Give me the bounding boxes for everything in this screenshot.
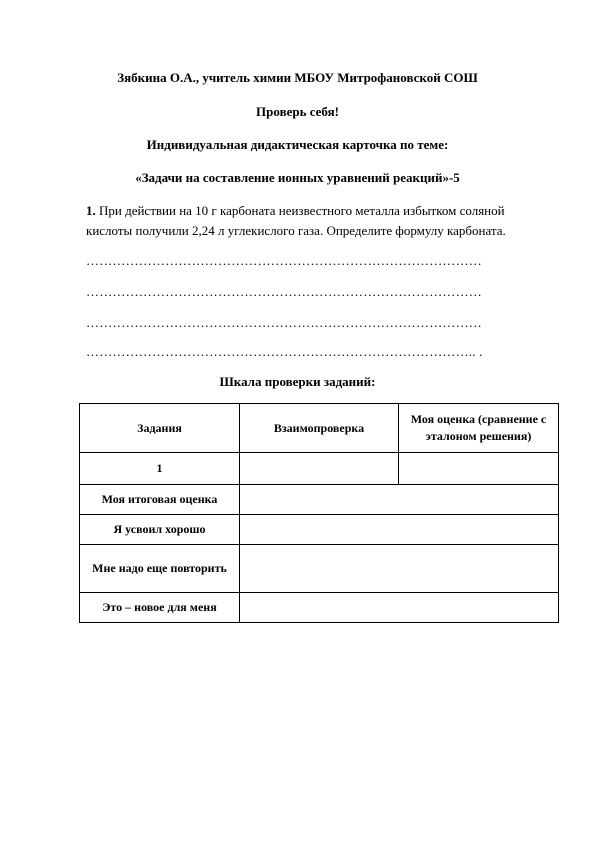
need-repeat-label: Мне надо еще повторить	[80, 545, 240, 593]
scale-title: Шкала проверки заданий:	[219, 374, 376, 389]
my-grade-cell[interactable]	[399, 453, 559, 485]
task-number: 1.	[86, 203, 96, 218]
header-peer-check: Взаимопроверка	[240, 404, 399, 453]
learned-well-label: Я усвоил хорошо	[80, 515, 240, 545]
task-text: При действии на 10 г карбоната неизвестного металла избытком соляной кислоты получили 2,24 л углекислого газа. Определите формулу карбоната.	[86, 203, 506, 238]
assessment-table	[79, 403, 559, 623]
table-row	[80, 593, 559, 623]
check-title: Проверь себя!	[256, 104, 339, 119]
table-row	[80, 453, 559, 485]
answer-line: …………………………………………………………………………….. .	[86, 344, 483, 359]
answer-line: ………………………………………………………………………………	[86, 315, 482, 330]
card-title: Индивидуальная дидактическая карточка по теме:	[146, 137, 449, 152]
task-number-cell: 1	[80, 453, 240, 485]
new-for-me-cell[interactable]	[240, 593, 559, 623]
answer-line: ………………………………………………………………………………	[86, 284, 482, 299]
table-row	[80, 485, 559, 515]
final-grade-label: Моя итоговая оценка	[80, 485, 240, 515]
final-grade-cell[interactable]	[240, 485, 559, 515]
task-1	[86, 201, 546, 241]
author-line: Зябкина О.А., учитель химии МБОУ Митрофановской СОШ	[117, 70, 478, 85]
table-row	[80, 545, 559, 593]
topic-title: «Задачи на составление ионных уравнений реакций»-5	[135, 170, 460, 185]
answer-line: ………………………………………………………………………………	[86, 253, 482, 268]
header-tasks: Задания	[80, 404, 240, 453]
new-for-me-label: Это – новое для меня	[80, 593, 240, 623]
table-row	[80, 515, 559, 545]
learned-well-cell[interactable]	[240, 515, 559, 545]
table-header-row	[80, 404, 559, 453]
peer-check-cell[interactable]	[240, 453, 399, 485]
need-repeat-cell[interactable]	[240, 545, 559, 593]
header-my-grade: Моя оценка (сравнение с эталоном решения)	[399, 404, 559, 453]
